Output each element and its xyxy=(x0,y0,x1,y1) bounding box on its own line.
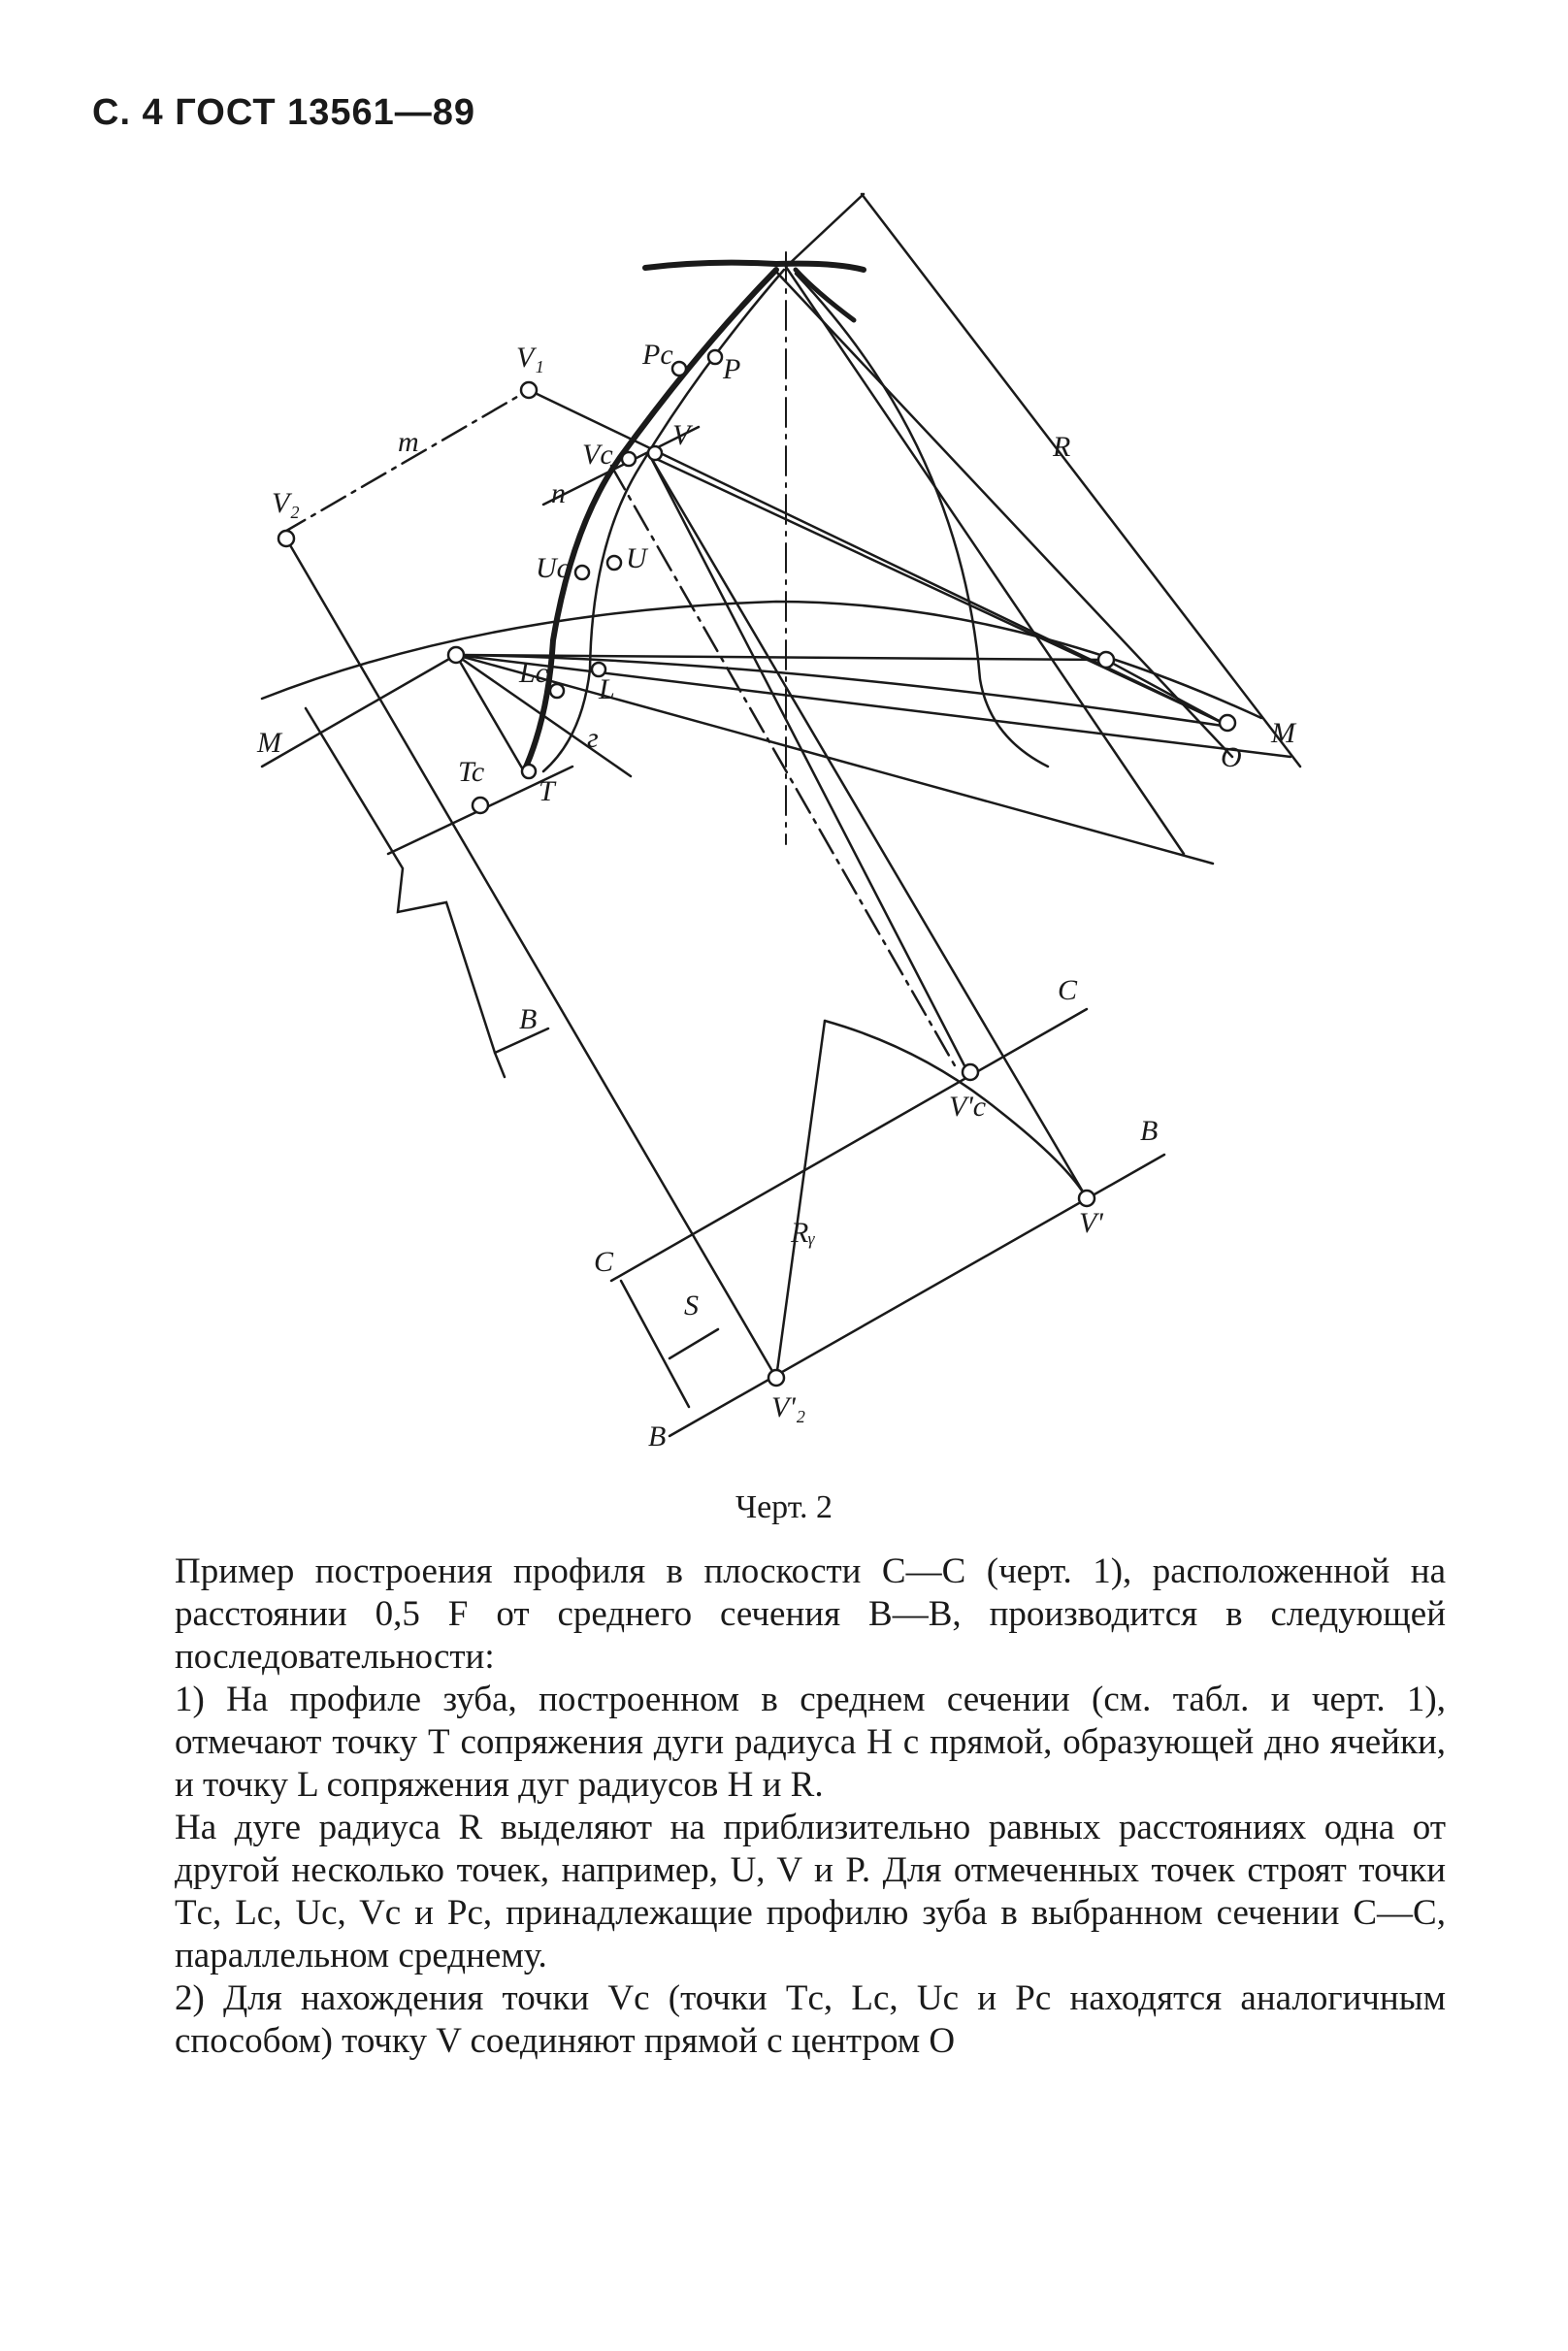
label-O: O xyxy=(1221,741,1242,773)
point-V xyxy=(648,446,662,460)
label-C-top: C xyxy=(1058,974,1078,1006)
label-Tc: Tc xyxy=(458,756,485,788)
label-B-right: B xyxy=(1140,1115,1159,1147)
label-r: г xyxy=(587,722,599,754)
label-Vc-prime: V'c xyxy=(949,1091,987,1123)
label-V2-prime: V'₂ xyxy=(771,1391,806,1423)
label-U: U xyxy=(626,542,647,574)
line-Vc-dashed xyxy=(611,466,956,1067)
paragraph-1: Пример построения профиля в плоскости С—С (черт. 1), расположенной на расстоянии 0,5 F от среднего сечения В—В, производится в следующей последовательности: xyxy=(175,1551,1446,1677)
paragraph-3: На дуге радиуса R выделяют на приблизительно равных расстояниях одна от другой несколько точек, например, U, V и P. Для отмеченных точек строят точки Тc, Lc, Uc, Vc и Pc, принадлежащие профилю зуба в выбранном сечении С—С, параллельном среднему. xyxy=(175,1808,1446,1975)
point-V2 xyxy=(278,531,294,546)
label-Pc: Pc xyxy=(642,339,673,371)
label-B-bottom: B xyxy=(648,1420,667,1453)
label-B-section: B xyxy=(519,1003,538,1035)
point-Tc xyxy=(473,798,488,813)
line-Ry xyxy=(776,1021,825,1378)
label-m: m xyxy=(398,426,419,458)
point-V2-prime xyxy=(768,1370,784,1386)
paragraph-4: 2) Для нахождения точки Vc (точки Тc, Lc, Uc и Pc находятся аналогичным способом) точку V соединяют прямой с центром О xyxy=(175,1978,1446,2061)
label-V: V xyxy=(672,419,691,451)
line-R-left xyxy=(776,272,1232,757)
label-T: T xyxy=(539,775,555,807)
line-V-Vprime xyxy=(650,456,1087,1198)
label-Ry: Rᵧ xyxy=(791,1217,816,1249)
label-R: R xyxy=(1053,431,1071,463)
page-header: С. 4 ГОСТ 13561—89 xyxy=(92,92,476,133)
point-Vc-prime xyxy=(963,1064,978,1080)
label-S: S xyxy=(684,1290,699,1322)
label-P: P xyxy=(723,353,741,385)
line-to-T xyxy=(456,655,524,771)
label-V2: V₂ xyxy=(272,487,300,519)
point-M-left xyxy=(448,647,464,663)
point-right xyxy=(1098,652,1114,668)
label-Vc: Vc xyxy=(582,439,613,471)
line-m xyxy=(281,390,529,534)
point-T xyxy=(522,765,536,778)
paragraph-2: 1) На профиле зуба, построенном в среднем сечении (см. табл. и черт. 1), отмечают точку Т сопряжения дуги радиуса Н с прямой, образующей дно ячейки, и точку L сопряжения дуг радиусов Н и R. xyxy=(175,1680,1446,1805)
body-text xyxy=(175,1551,1446,2063)
point-Pc xyxy=(672,362,686,376)
line-left-to-right xyxy=(456,655,1213,864)
line-V-to-Vc-prime xyxy=(650,456,970,1077)
line-R-right xyxy=(862,194,1300,767)
label-M-left: M xyxy=(257,727,281,759)
dim-S xyxy=(621,1281,689,1407)
label-M-right: M xyxy=(1271,717,1295,749)
label-n: n xyxy=(551,477,566,509)
dim-S-tick xyxy=(670,1329,718,1358)
point-U xyxy=(607,556,621,570)
label-C-left: C xyxy=(594,1246,614,1278)
label-L: L xyxy=(599,673,615,705)
point-V1 xyxy=(521,382,537,398)
figure-caption: Черт. 2 xyxy=(735,1489,833,1525)
point-Uc xyxy=(575,566,589,579)
point-P xyxy=(708,350,722,364)
line-M-left xyxy=(262,655,456,767)
label-V-prime: V' xyxy=(1079,1207,1103,1239)
point-O xyxy=(1220,715,1235,731)
point-Lc xyxy=(550,684,564,698)
apex-tick xyxy=(786,194,864,267)
tooth-top-line xyxy=(645,263,864,270)
point-Vc xyxy=(622,452,636,466)
point-V-prime xyxy=(1079,1191,1094,1206)
label-Lc: Lc xyxy=(519,657,548,689)
label-V1: V₁ xyxy=(516,342,544,374)
label-Uc: Uc xyxy=(536,552,570,584)
